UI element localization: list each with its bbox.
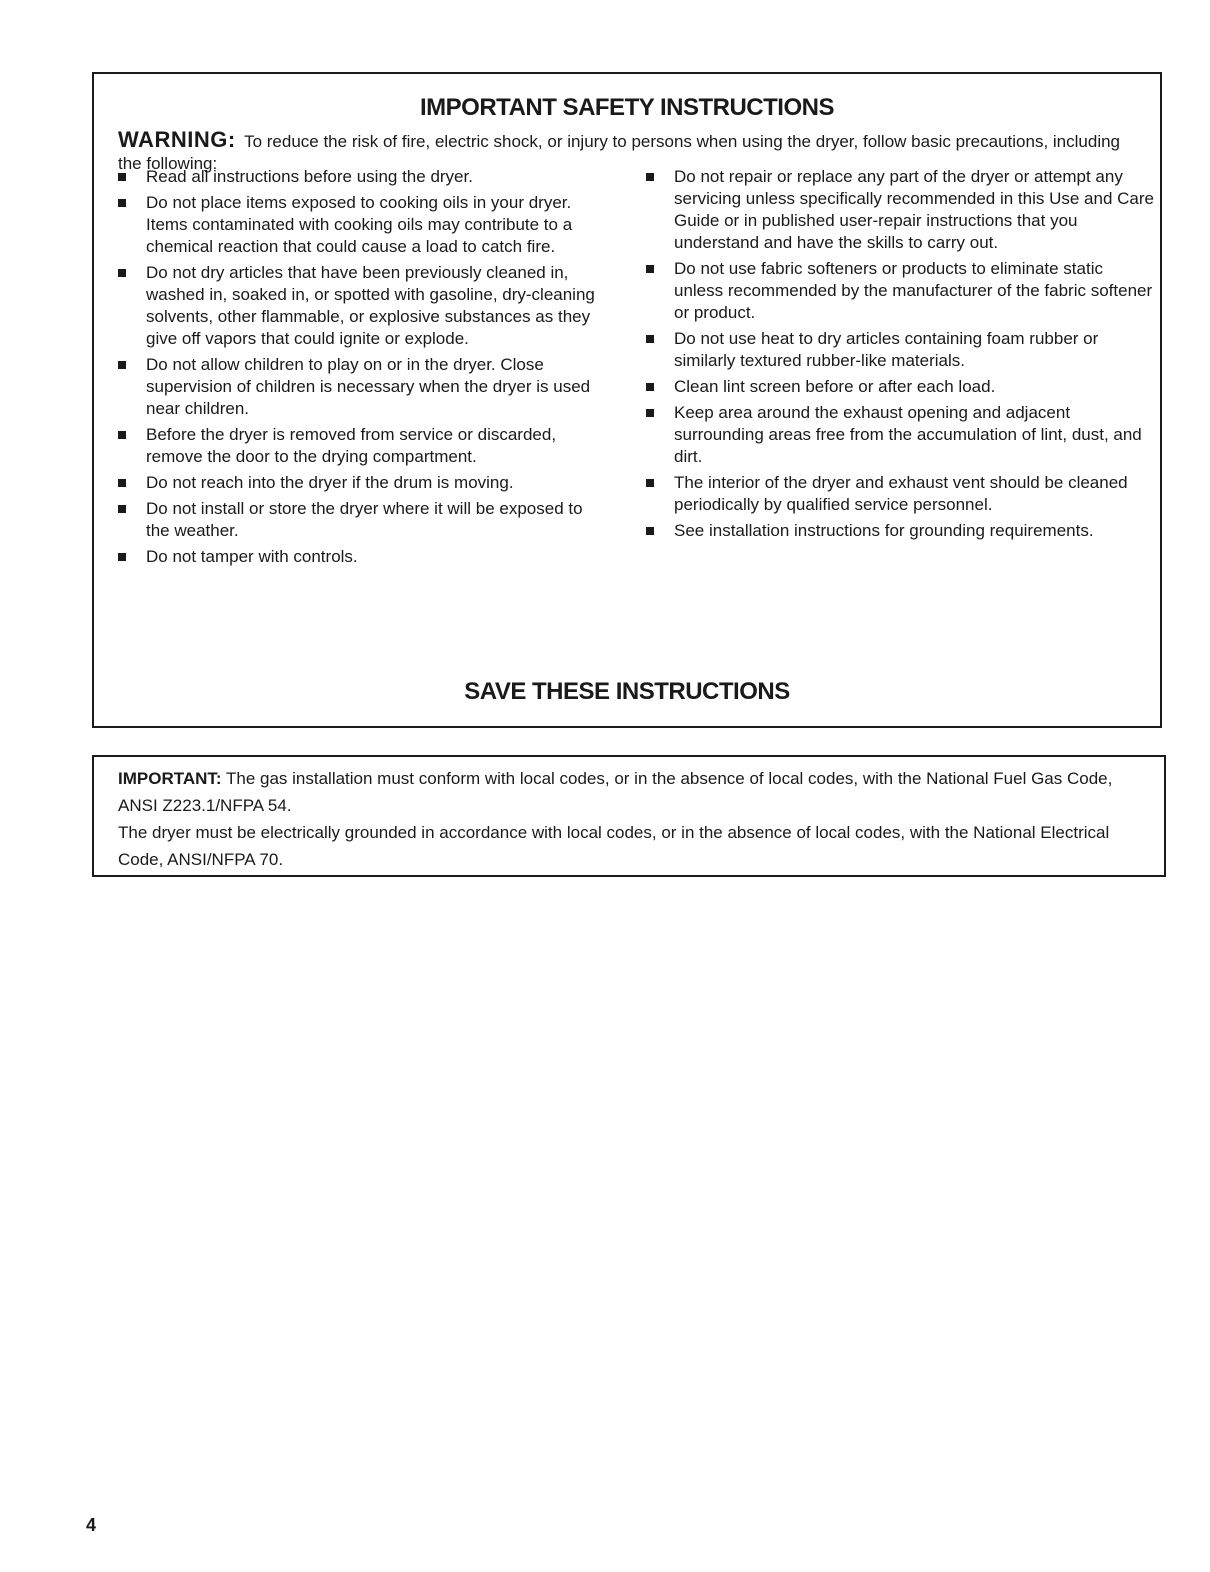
square-bullet-icon: [118, 553, 126, 561]
square-bullet-icon: [118, 431, 126, 439]
square-bullet-icon: [646, 173, 654, 181]
list-item: [118, 498, 608, 542]
list-item: [118, 166, 608, 188]
square-bullet-icon: [646, 527, 654, 535]
page-number: 4: [86, 1515, 97, 1535]
list-item: [118, 546, 608, 568]
safety-title: IMPORTANT SAFETY INSTRUCTIONS: [420, 94, 834, 121]
square-bullet-icon: [118, 505, 126, 513]
electrical-grounding-note: The dryer must be electrically grounded in accordance with local codes, or in the absence of local codes, with the National Electrical Code, ANSI/NFPA 70.: [118, 823, 1110, 869]
warning-label: WARNING:: [118, 127, 236, 152]
list-item-text: Keep area around the exhaust opening and adjacent surrounding areas free from the accumulation of lint, dust, and dirt.: [674, 403, 1142, 466]
warning-text: To reduce the risk of fire, electric shock, or injury to persons when using the dryer, follow basic precautions, including the following:: [118, 132, 1121, 173]
list-item: [646, 166, 1156, 254]
list-item: [646, 520, 1156, 542]
list-item-text: Do not dry articles that have been previously cleaned in, washed in, soaked in, or spotted with gasoline, dry-cleaning solvents, other flammable, or explosive substances as they give off vapors that could ignite or explode.: [146, 263, 595, 348]
safety-list-left: [118, 166, 608, 572]
square-bullet-icon: [646, 383, 654, 391]
list-item: [646, 328, 1156, 372]
list-item: [646, 376, 1156, 398]
list-item-text: Do not use fabric softeners or products to eliminate static unless recommended by the manufacturer of the fabric softener or product.: [674, 259, 1153, 322]
square-bullet-icon: [118, 479, 126, 487]
list-item-text: Before the dryer is removed from service or discarded, remove the door to the drying compartment.: [146, 425, 557, 466]
gas-installation-text: The gas installation must conform with local codes, or in the absence of local codes, with the National Fuel Gas Code, ANSI Z223.1/NFPA 54.: [118, 769, 1113, 815]
list-item: [646, 402, 1156, 468]
list-item: [118, 424, 608, 468]
list-item: [646, 472, 1156, 516]
square-bullet-icon: [646, 409, 654, 417]
list-item: [118, 354, 608, 420]
list-item-text: The interior of the dryer and exhaust vent should be cleaned periodically by qualified service personnel.: [674, 473, 1128, 514]
list-item: [646, 258, 1156, 324]
square-bullet-icon: [646, 265, 654, 273]
safety-instructions-box: [92, 72, 1162, 728]
list-item-text: Do not allow children to play on or in the dryer. Close supervision of children is necessary when the dryer is used near children.: [146, 355, 591, 418]
list-item-text: Do not reach into the dryer if the drum is moving.: [146, 473, 514, 492]
save-instructions-title: SAVE THESE INSTRUCTIONS: [464, 678, 790, 705]
important-notice-box: [92, 755, 1166, 877]
square-bullet-icon: [118, 361, 126, 369]
square-bullet-icon: [118, 173, 126, 181]
list-item-text: Clean lint screen before or after each load.: [674, 377, 996, 396]
gas-installation-note: [118, 765, 1140, 819]
square-bullet-icon: [646, 335, 654, 343]
list-item-text: Do not install or store the dryer where it will be exposed to the weather.: [146, 499, 583, 540]
square-bullet-icon: [118, 199, 126, 207]
list-item: [118, 262, 608, 350]
important-label: IMPORTANT:: [118, 769, 222, 788]
square-bullet-icon: [646, 479, 654, 487]
list-item: [118, 192, 608, 258]
list-item-text: See installation instructions for grounding requirements.: [674, 521, 1094, 540]
list-item-text: Do not place items exposed to cooking oils in your dryer. Items contaminated with cooking oils may contribute to a chemical reaction that could cause a load to catch fire.: [146, 193, 573, 256]
list-item-text: Read all instructions before using the dryer.: [146, 167, 473, 186]
square-bullet-icon: [118, 269, 126, 277]
list-item-text: Do not tamper with controls.: [146, 547, 358, 566]
list-item: [118, 472, 608, 494]
list-item-text: Do not use heat to dry articles containing foam rubber or similarly textured rubber-like materials.: [674, 329, 1099, 370]
safety-list-right: [646, 166, 1156, 546]
list-item-text: Do not repair or replace any part of the dryer or attempt any servicing unless specifically recommended in this Use and Care Guide or in published user-repair instructions that you understand and have the skills to carry out.: [674, 167, 1154, 252]
